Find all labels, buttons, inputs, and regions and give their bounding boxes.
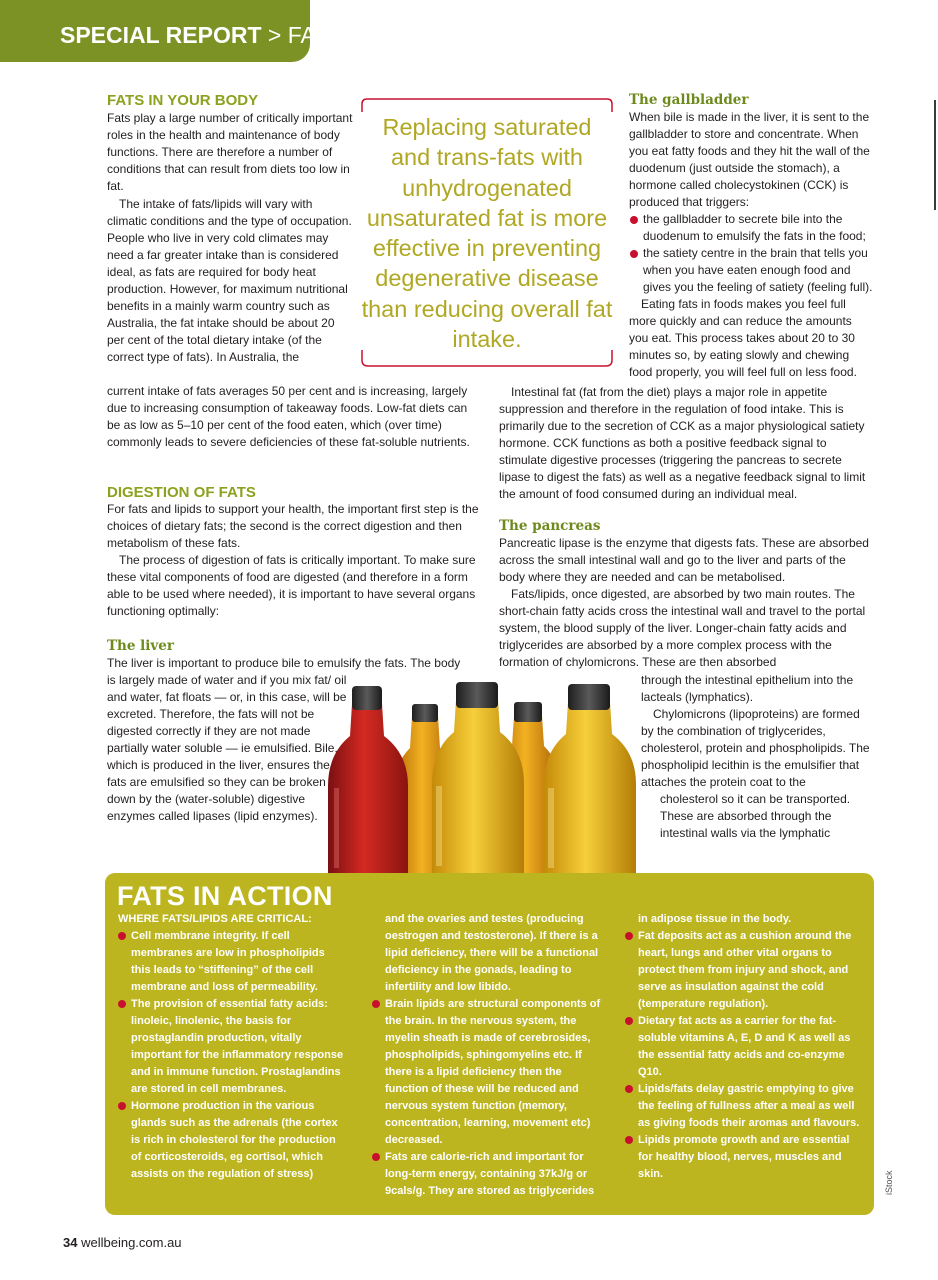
pull-quote: Replacing saturated and trans-fats with unhydrogenated unsaturated fat is more effective in preventing degenerative disease than reducing overall fat intake. — [361, 114, 613, 353]
right-column-middle — [499, 384, 875, 503]
bullet-item: the gallbladder to secrete bile into the duodenum to emulsify the fats in the food; — [629, 211, 874, 245]
panel-bullet-item: Lipids/fats delay gastric emptying to give the feeling of fullness after a meal as well as giving foods their aromas and flavours. — [625, 1081, 861, 1132]
website-link[interactable]: wellbeing.com.au — [81, 1235, 182, 1250]
panel-bullet-item: Lipids promote growth and are essential for healthy blood, nerves, muscles and skin. — [625, 1132, 861, 1183]
right-column-top — [629, 92, 874, 381]
paragraph-continued: is largely made of water and if you mix fat/ oil and water, fat floats — or, in this case, will be excreted. Therefore, the fats will not be digested correctly if they are not made partially water soluble — ie emulsified. Bile, which is produced in the liver, ensures the fats are emulsified so they can be broken down by the (water-soluble) digestive enzymes called lipases (lipid enzymes). — [107, 673, 347, 823]
paragraph: Fats/lipids, once digested, are absorbed by two main routes. The short-chain fatty acids cross the intestinal wall and travel to the portal system, the blood supply of the liver. Longer-chain fatty acids and triglycerides are absorbed by a more complex process with the formation of chylomicrons. These are then absorbed — [499, 587, 866, 669]
liver-section — [107, 638, 479, 672]
panel-bullet-item: Fats are calorie-rich and important for long-term energy, containing 37kJ/g or 9cals/g. They are stored as triglycerides — [372, 1149, 607, 1200]
panel-column-2 — [372, 911, 607, 1200]
left-column-top — [107, 92, 347, 109]
right-column-bottom-2 — [660, 791, 875, 842]
panel-bullet-item: The provision of essential fatty acids: linoleic, linolenic, the basis for prostaglandin production, vitally important for the inflammatory response and in immune function. Prostaglandins are stored in cell membranes. — [118, 996, 346, 1098]
paragraph-continued: through the intestinal epithelium into the lacteals (lymphatics). — [641, 673, 854, 704]
paragraph: Intestinal fat (fat from the diet) plays a major role in appetite suppression and therefore in the regulation of food intake. This is primarily due to the secretion of CCK as a major physiological satiety hormone. CCK functions as both a positive feedback signal to stimulate digestive processes (triggering the pancreas to secrete lipase to digest the fats) as well as a negative feedback signal to limit the amount of food consumed during an individual meal. — [499, 385, 866, 501]
paragraph: Pancreatic lipase is the enzyme that digests fats. These are absorbed across the small intestinal wall and go to the liver and parts of the body where they are needed and can be metabolised. — [499, 536, 869, 584]
panel-bullet-item: Cell membrane integrity. If cell membranes are low in phospholipids this leads to “stiffening” of the cell membrane and loss of permeability. — [118, 928, 346, 996]
panel-continued-text: in adipose tissue in the body. — [638, 913, 792, 925]
heading-digestion-of-fats: DIGESTION OF FATS — [107, 484, 256, 501]
left-column-body-3 — [107, 383, 479, 451]
panel-title: FATS IN ACTION — [117, 881, 333, 911]
paragraph: The liver is important to produce bile to emulsify the fats. The body — [107, 656, 461, 670]
panel-bullet-item: Hormone production in the various glands such as the adrenals (the cortex is rich in cholesterol for the production of corticosteroids, eg cortisol, which assists on the regulation of stress) — [118, 1098, 346, 1183]
heading-the-gallbladder: The gallbladder — [629, 92, 749, 108]
liver-section-wrap — [107, 672, 347, 825]
page-footer — [63, 1235, 182, 1250]
panel-bullet-item: Brain lipids are structural components of the brain. In the nervous system, the myelin sheath is made of cerebrosides, phospholipids, sphingomyelins etc. If there is a lipid deficiency then the function of these will be reduced and nervous system function (memory, concentration, learning, movement etc) decreased. — [372, 996, 607, 1149]
heading-the-pancreas: The pancreas — [499, 518, 601, 534]
oil-bottles-photo — [328, 676, 660, 876]
page-edge-decoration — [934, 100, 936, 210]
section-banner — [0, 0, 329, 62]
paragraph: Eating fats in foods makes you feel full more quickly and can reduce the amounts you eat. This process takes about 20 to 30 minutes so, by eating slowly and chewing food properly, you will feel full on less food. — [629, 297, 857, 379]
bullet-item: the satiety centre in the brain that tells you when you have eaten enough food and gives you the feeling of satiety (feeling full). — [629, 245, 874, 296]
pull-quote-box — [360, 98, 614, 368]
paragraph: For fats and lipids to support your health, the important first step is the choices of dietary fats; the second is the correct digestion and then metabolism of these fats. — [107, 502, 479, 550]
paragraph: Fats play a large number of critically important roles in the health and maintenance of body functions. There are therefore a number of conditions that can result from diets too low in fat. — [107, 111, 353, 193]
panel-continued-text: and the ovaries and testes (producing oestrogen and testosterone). If there is a lipid deficiency, there will be a functional deficiency in the gonads, leading to infertility and low libido. — [385, 913, 599, 993]
left-column-body-2 — [107, 196, 355, 383]
breadcrumb-separator: > — [267, 22, 282, 48]
panel-bullet-item: Fat deposits act as a cushion around the heart, lungs and other vital organs to protect them from injury and shock, and serve as insulation against the cold (temperature regulation). — [625, 928, 861, 1013]
heading-fats-in-your-body: FATS IN YOUR BODY — [107, 92, 259, 109]
paragraph: The intake of fats/lipids will vary with climatic conditions and the type of occupation. People who live in very cold climates may need a far greater intake than is considered ideal, as fats are required for body heat production. However, for maximum nutritional benefits in a mainly warm country such as Australia, the fat intake should be about 20 per cent of the total dietary intake (of the correct type of fats). In Australia, the — [107, 197, 352, 364]
paragraph: The process of digestion of fats is critically important. To make sure these vital components of food are digested (and therefore in a form able to be used where needed), it is important to have several organs functioning optimally: — [107, 553, 476, 618]
paragraph: Chylomicrons (lipoproteins) are formed by the combination of triglycerides, cholesterol, protein and phospholipids. The phospholipid lecithin is the emulsifier that attaches the protein coat to the — [641, 707, 870, 789]
panel-bullet-item: Dietary fat acts as a carrier for the fat-soluble vitamins A, E, D and K as well as the essential fatty acids and co-enzyme Q10. — [625, 1013, 861, 1081]
paragraph: When bile is made in the liver, it is sent to the gallbladder to store and concentrate. When you eat fatty foods and they hit the wall of the duodenum (just outside the stomach), a hormone called cholecystokinen (CCK) is produced that triggers: — [629, 110, 870, 209]
panel-column-3 — [625, 911, 861, 1183]
section-label: SPECIAL REPORT — [60, 22, 262, 48]
panel-column-1 — [118, 911, 346, 1183]
fats-in-action-panel — [105, 873, 874, 1215]
page-number: 34 — [63, 1235, 78, 1250]
heading-the-liver: The liver — [107, 638, 174, 654]
section-title — [60, 24, 328, 47]
right-column-bottom — [641, 672, 875, 791]
paragraph-continued: cholesterol so it can be transported. These are absorbed through the intestinal walls via the lymphatic — [660, 792, 851, 840]
section-topic: FAT — [287, 22, 329, 48]
digestion-section — [107, 484, 479, 620]
panel-subtitle: WHERE FATS/LIPIDS ARE CRITICAL: — [118, 913, 312, 925]
left-column-body — [107, 110, 355, 195]
photo-credit: iStock — [884, 1170, 894, 1195]
pancreas-section — [499, 518, 875, 671]
paragraph-continued: current intake of fats averages 50 per cent and is increasing, largely due to increasing consumption of takeaway foods. Low-fat diets can be as low as 5–10 per cent of the food eaten, which (over time) commonly leads to severe deficiencies of these fat-soluble nutrients. — [107, 384, 470, 449]
